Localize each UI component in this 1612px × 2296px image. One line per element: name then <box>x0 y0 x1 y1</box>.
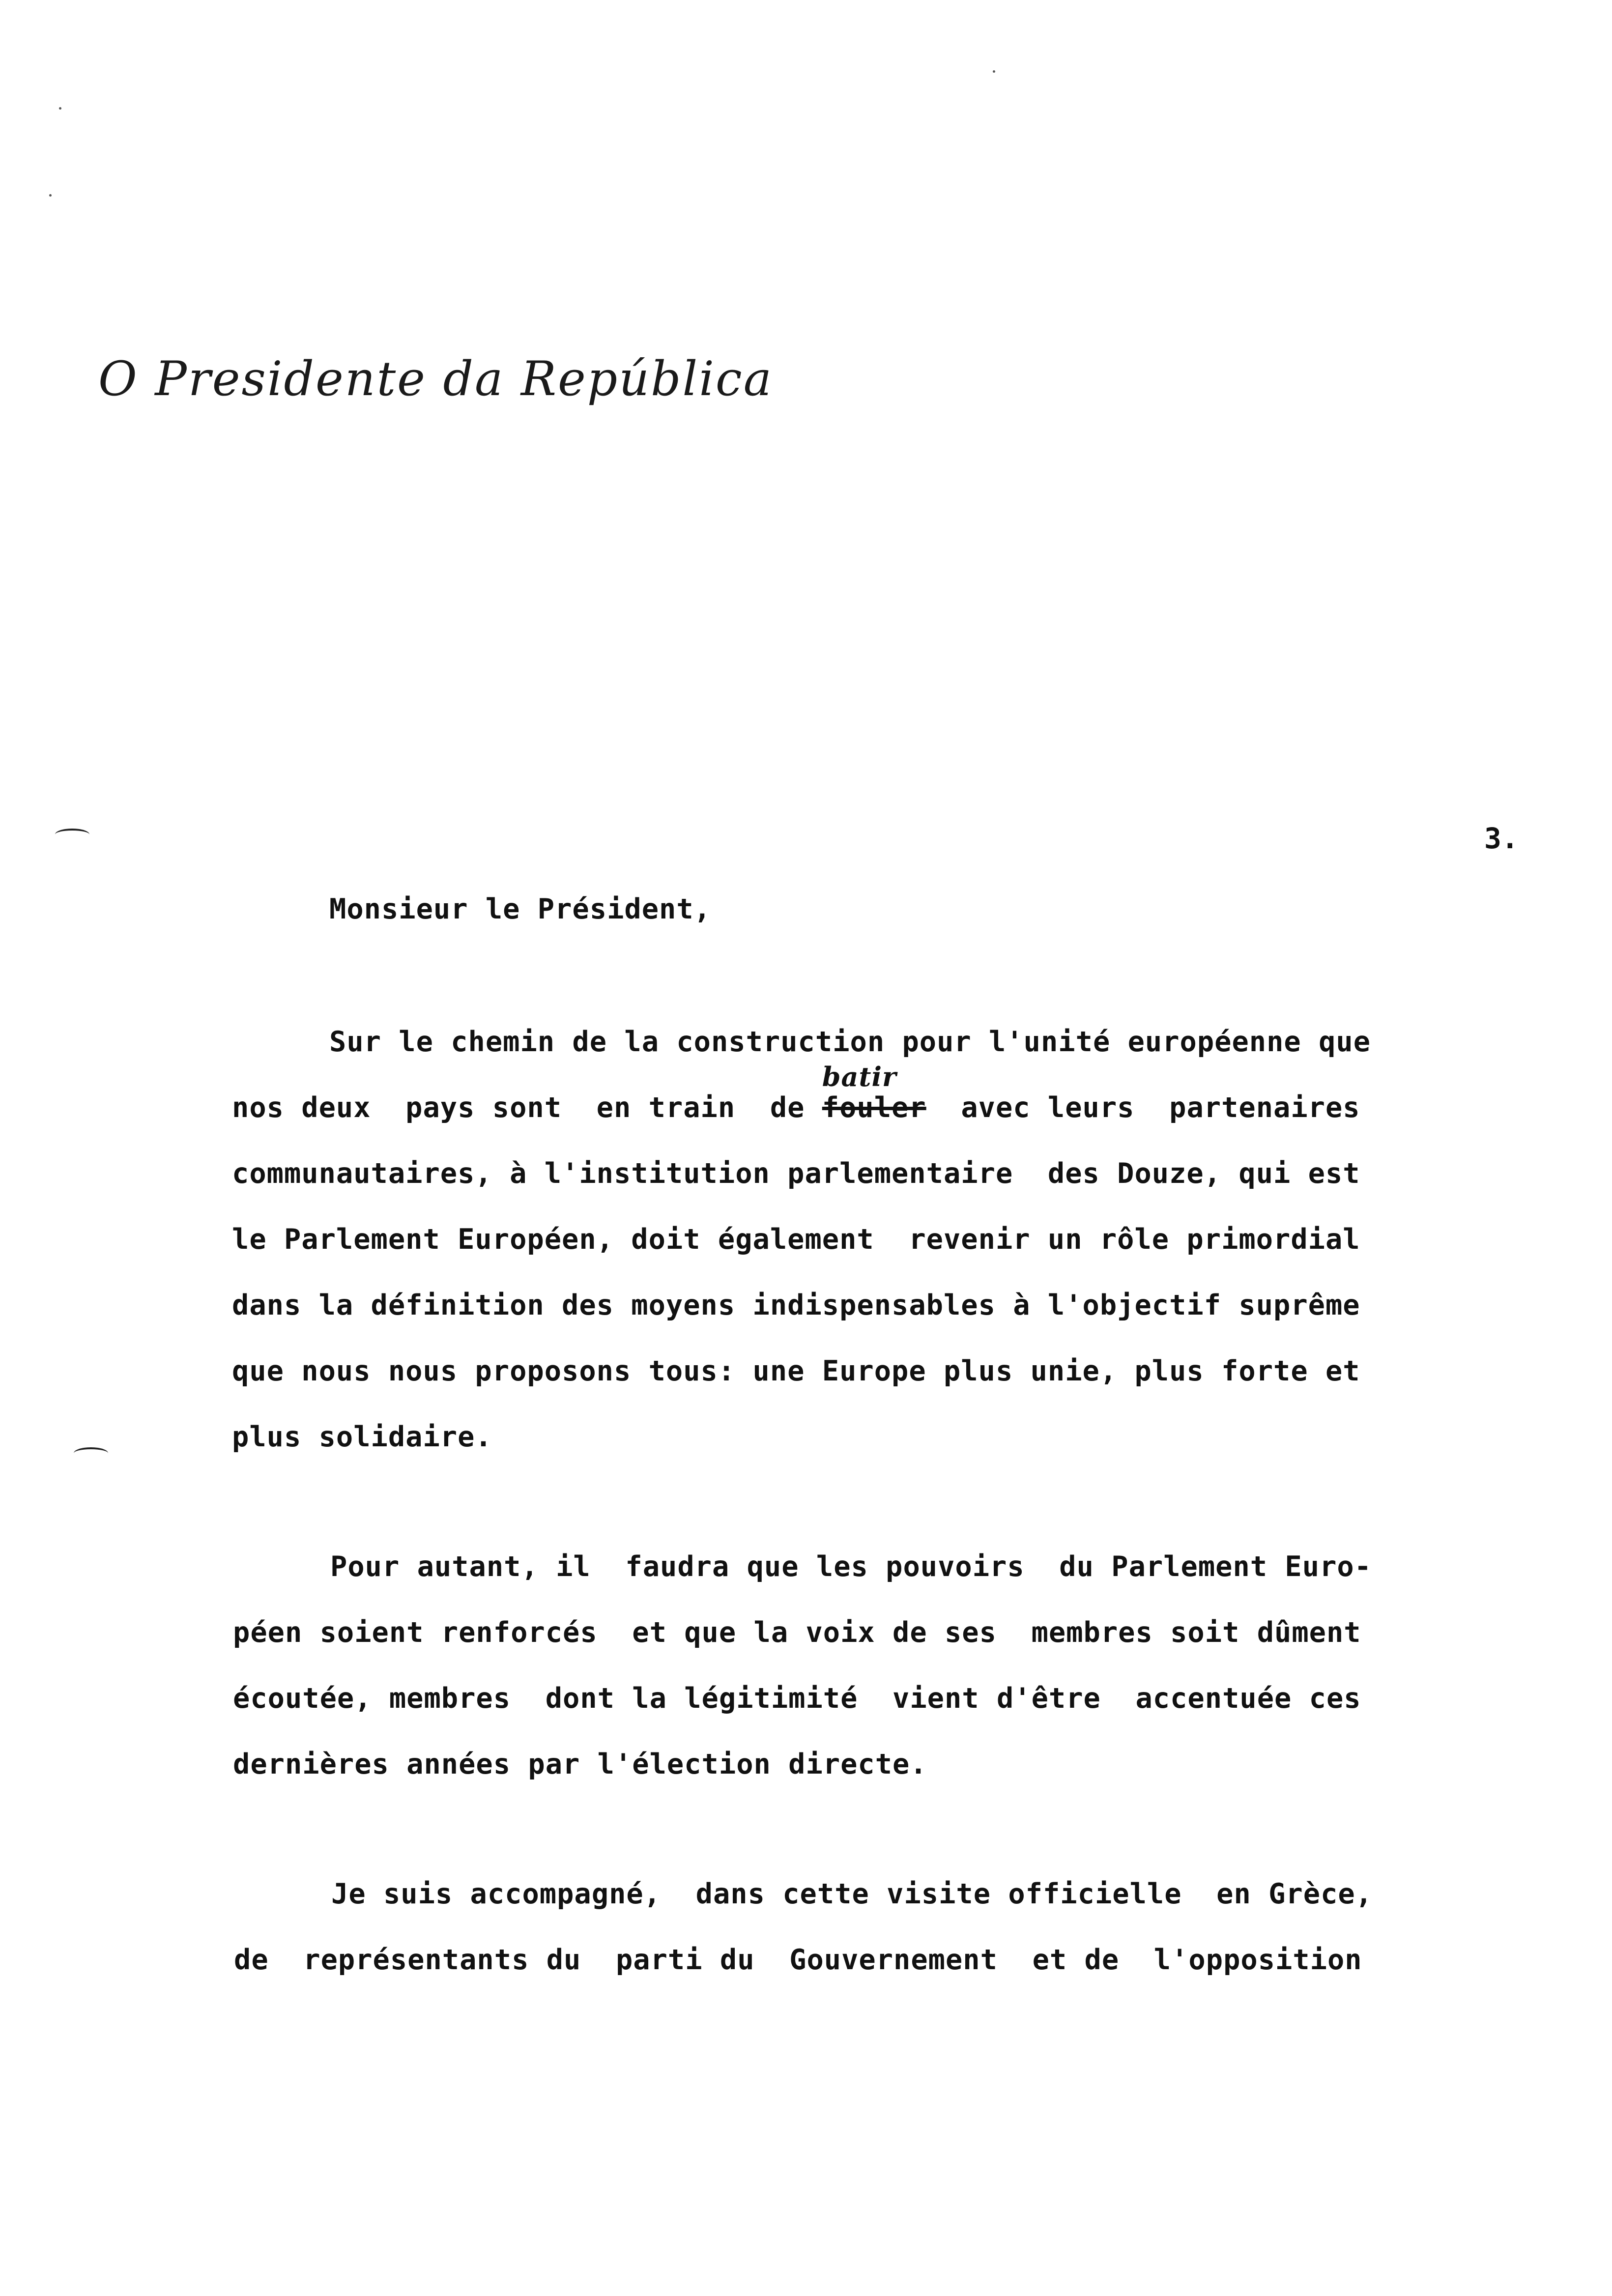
handwritten-correction <box>822 1061 926 1124</box>
margin-punch-mark <box>55 829 89 840</box>
paragraph1-line2-before: nos deux pays sont en train de <box>232 1091 822 1124</box>
paragraph1-line3: communautaires, à l'institution parlementaire des Douze, qui est <box>232 1157 1360 1190</box>
paragraph2-line3: écoutée, membres dont la légitimité vient d'être accentuée ces <box>233 1682 1361 1715</box>
paragraph1-line2-after: avec leurs partenaires <box>926 1091 1360 1124</box>
paragraph1-line5: dans la définition des moyens indispensables à l'objectif suprême <box>232 1289 1360 1321</box>
paragraph2-line2: péen soient renforcés et que la voix de ses membres soit dûment <box>233 1616 1361 1649</box>
paragraph1-line7: plus solidaire. <box>232 1421 492 1453</box>
scan-speck <box>59 107 61 110</box>
paragraph1-line2 <box>232 1061 1360 1124</box>
struck-word: fouler <box>822 1091 926 1124</box>
salutation: Monsieur le Président, <box>329 893 711 925</box>
scan-speck <box>993 70 995 73</box>
paragraph1-line4: le Parlement Européen, doit également revenir un rôle primordial <box>232 1223 1360 1256</box>
paragraph1-line6: que nous nous proposons tous: une Europe plus unie, plus forte et <box>232 1355 1360 1387</box>
scan-speck <box>49 194 52 197</box>
paragraph2-line1: Pour autant, il faudra que les pouvoirs du Parlement Euro- <box>330 1550 1372 1583</box>
letterhead: O Presidente da República <box>98 351 773 406</box>
paragraph3-line1: Je suis accompagné, dans cette visite officielle en Grèce, <box>331 1878 1373 1910</box>
inserted-word: batir <box>822 1061 897 1092</box>
margin-punch-mark <box>74 1447 108 1459</box>
page-number: 3. <box>1484 822 1519 855</box>
paragraph1-line1: Sur le chemin de la construction pour l'unité européenne que <box>329 1026 1371 1058</box>
paragraph2-line4: dernières années par l'élection directe. <box>233 1748 927 1780</box>
paragraph3-line2: de représentants du parti du Gouvernement et de l'opposition <box>234 1944 1362 1976</box>
